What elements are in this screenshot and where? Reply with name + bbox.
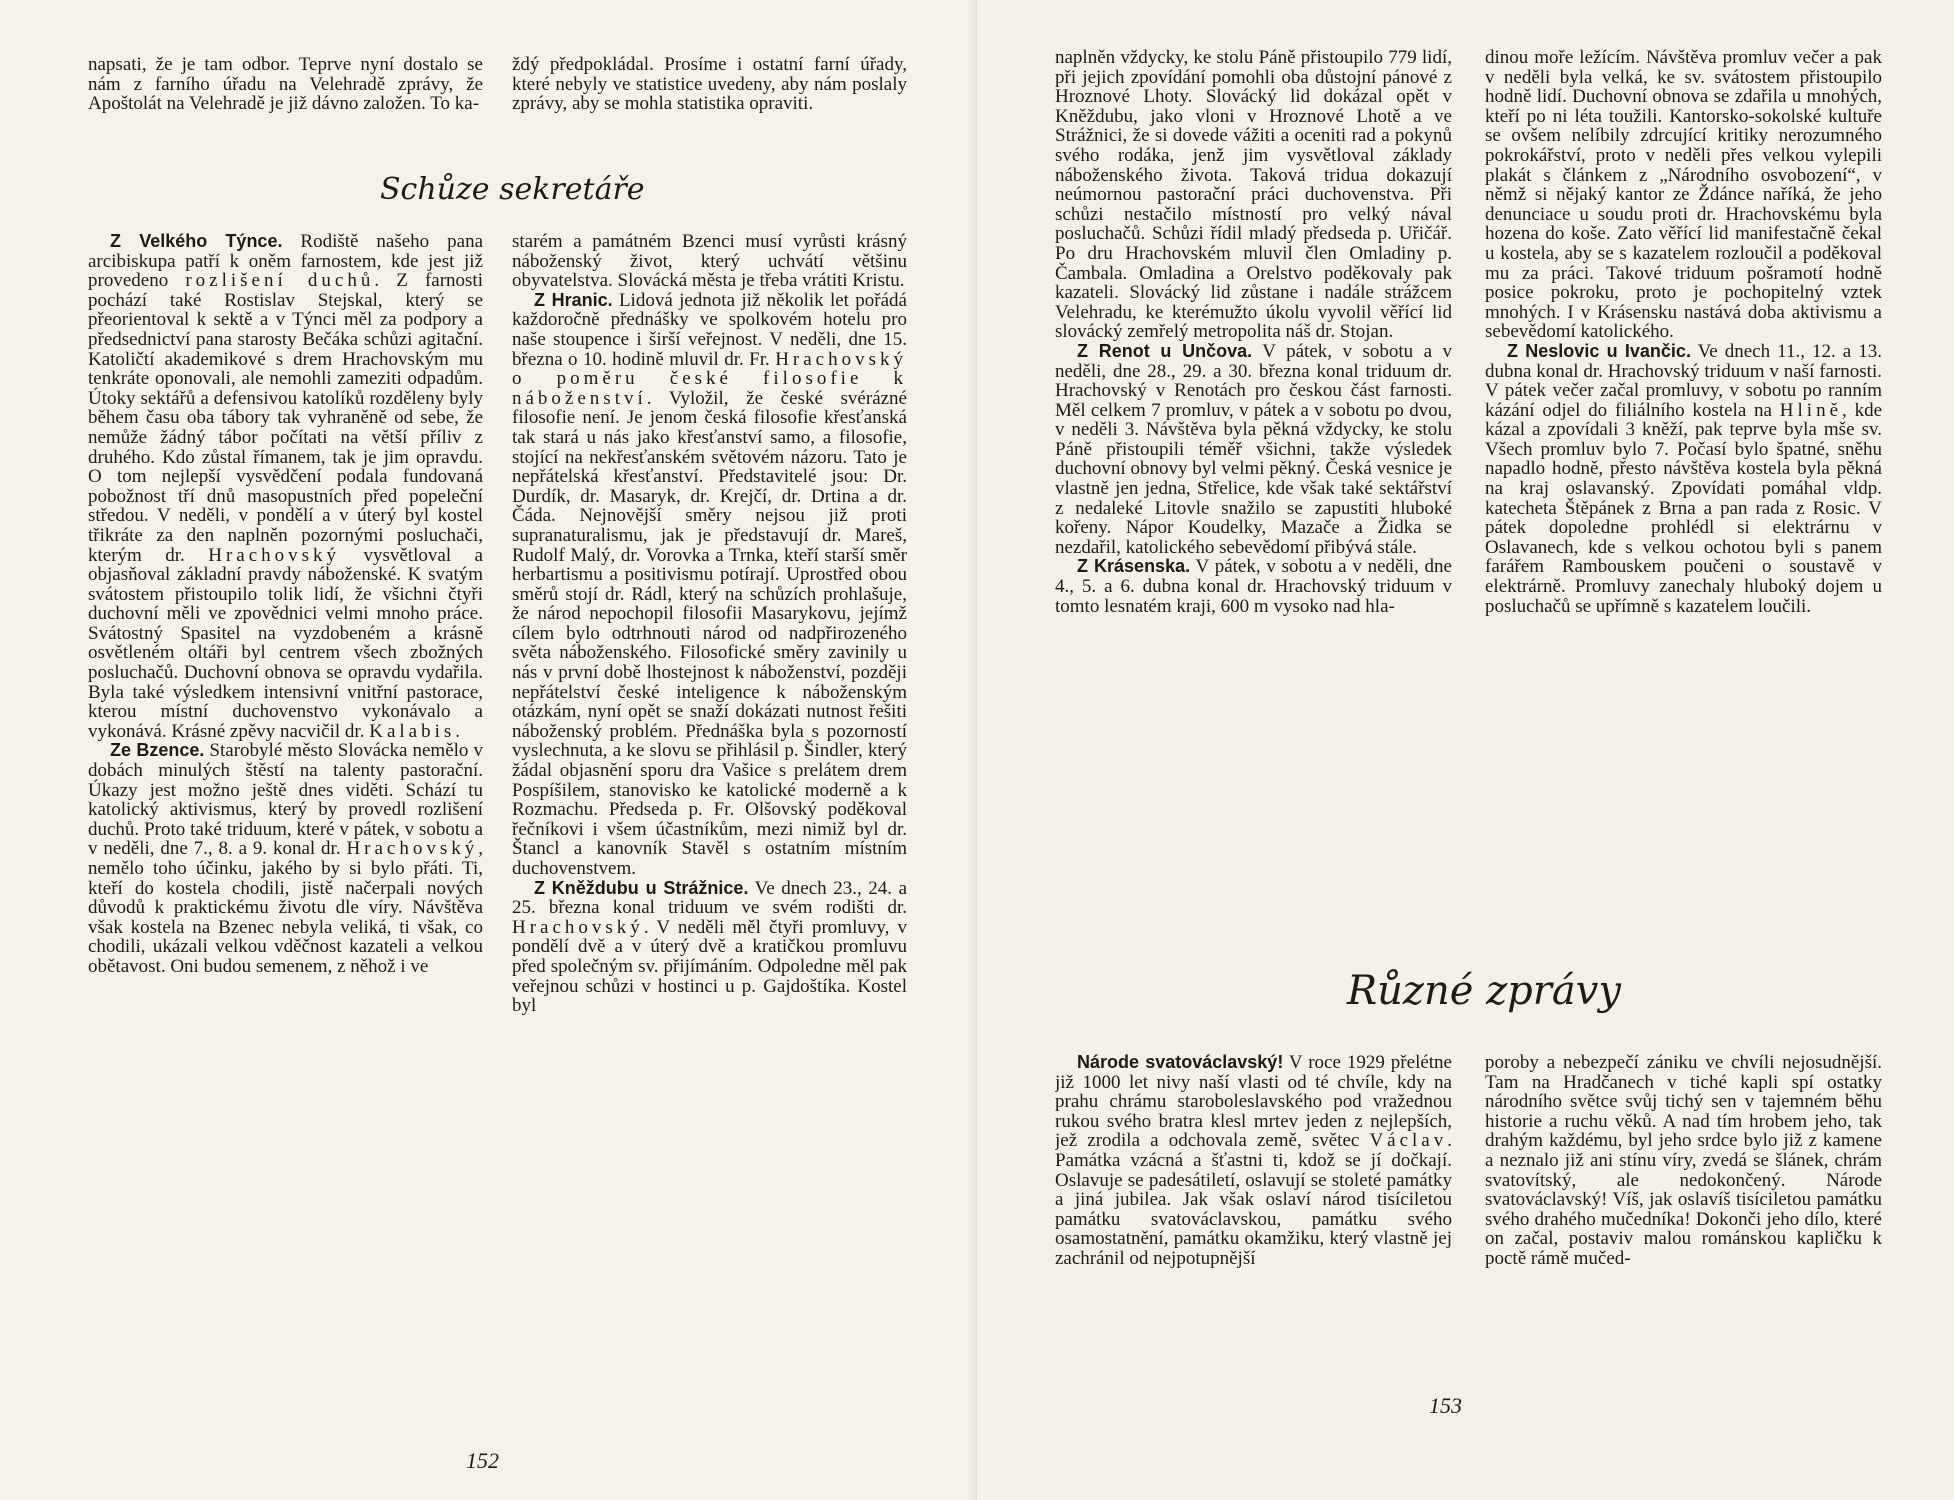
- right-column-2: [1485, 48, 1882, 910]
- paragraph-text: .: [455, 720, 461, 742]
- paragraph-text: . Vyložil, že české svérázné filosofie není. Je jenom česká filosofie křesťanská tak stará u nás jako křesťanství samo, a filosofie, stojící na nekřesťanském světovém názoru. Tato je nepřátelská křesťanství. Představitelé jsou: Dr. Durdík, dr. Masaryk, dr. Krejčí, dr. Drtina a dr. Čáda. Nejnovější směry nejsou již proti supranaturalismu, jak je představují dr. Mareš, Rudolf Malý, dr. Vorovka a Trnka, kteří starší směr herbartismu a positivismu potírají. Uprostřed obou směrů stojí dr. Rádl, který na schůzích prohlašuje, že národ nepochopil filosofii Masarykovu, jejímž cílem bylo odtrhnouti národ od nadpřirozeného světa náboženského. Filosofické směry zavinily u nás v první době lhostejnost k náboženství, později nepřátelství české inteligence k náboženským otázkám, nyní opět se snaží dokázati nutnost řešiti náboženský problém. Přednáška byla s pozorností vyslechnuta, a ke slovu se přihlásil p. Šindler, který žádal objasnění sporu dra Vašice s prelátem drem Pospíšilem, stanovisko ke katolické moderně a k Rozmachu. Předseda p. Fr. Olšovský poděkoval řečníkovi i všem účastníkům, mezi nimiž byl dr. Štancl a kanovník Stavěl s ostatním místním duchovenstvem.: [512, 387, 907, 879]
- emphasized-name: Hrachovský: [346, 838, 479, 860]
- left-column-2: [512, 232, 907, 1428]
- article-paragraph: [512, 879, 907, 1016]
- article-paragraph: [512, 291, 907, 879]
- right-column-1: [1055, 48, 1452, 910]
- page-number: 153: [1429, 1393, 1462, 1418]
- paragraph-lead: Z Velkého Týnce.: [110, 232, 283, 251]
- paragraph-lead: Z Neslovic u Ivančic.: [1507, 340, 1691, 361]
- left-column-1: [88, 232, 483, 1428]
- emphasized-name: Hrachovský o poměru české filosofie k náboženství: [512, 348, 907, 409]
- paragraph-text: , nemělo toho účinku, jakého by si bylo přáti. Ti, kteří do kostela chodili, jistě načerpali nových důvodů k praktickému životu dle víry. Návštěva však kostela na Bzenec nebyla veliká, ti však, co chodili, ukázali velkou vděčnost kazateli a velkou obětavost. Oni budou semenem, z něhož i ve: [88, 838, 483, 977]
- left-top-column-1: [88, 55, 483, 145]
- emphasized-name: Kalabis: [369, 720, 456, 742]
- page-number: 152: [466, 1448, 499, 1473]
- paragraph-text: . V neděli měl čtyři promluvy, v pondělí dvě a v úterý dvě a kratičkou promluvu před společným sv. přijímáním. Odpoledne měl pak veřejnou schůzi v hostinci u p. Gajdoštíka. Kostel byl: [512, 916, 907, 1017]
- article-paragraph: [1485, 48, 1882, 342]
- paragraph-lead: Ze Bzence.: [110, 740, 205, 761]
- paragraph-text: Lidová jednota již několik let pořádá každoročně přednášky ve spolkovém hotelu pro naše stoupence i širší veřejnost. V neděli, dne 15. března o 10. hodině mluvil dr. Fr.: [512, 289, 907, 370]
- continued-paragraph: napsati, že je tam odbor. Teprve nyní dostalo se nám z farního úřadu na Velehradě zprávy, že Apoštolát na Velehradě je již dávno založen. To ka-: [88, 55, 483, 115]
- article-paragraph: [88, 232, 483, 741]
- article-paragraph: [1485, 342, 1882, 616]
- paragraph-lead: Z Krásenska.: [1077, 556, 1191, 577]
- paragraph-lead: Z Hranic.: [534, 289, 613, 310]
- paragraph-lead: Z Renot u Unčova.: [1077, 340, 1253, 361]
- paragraph-text: starém a památném Bzenci musí vyrůsti krásný náboženský život, který uchvátí většinu obyvatelstva. Slovácká města je třeba vrátiti Kristu.: [512, 232, 907, 292]
- paragraph-text: V roce 1929 přelétne již 1000 let nivy naší vlasti od té chvíle, kdy na prahu chrámu staroboleslavského pod vražednou rukou svého bratra klesl mrtev jeden z nejlepších, jež zrodila a odchovala země, světec: [1055, 1053, 1452, 1152]
- paragraph-text: Rodiště našeho pana arcibiskupa patří k oněm farnostem, kde jest již provedeno: [88, 232, 483, 292]
- paragraph-text: Starobylé město Slovácka nemělo v dobách minulých štěstí na talenty pastorační. Úkazy jest možno ještě dnes viděti. Schází tu katolický aktivismus, který by provedl rozlišení duchů. Proto také triduum, které v pátek, v sobotu a v neděli, dne 7., 8. a 9. konal dr.: [88, 740, 483, 860]
- left-top-column-2: [512, 55, 907, 145]
- paragraph-text: . Památka vzácná a šťastni ti, kdož se jí dočkají. Oslavuje se padesátiletí, oslavují se stoleté památky a jiná jubilea. Jak však oslaví národ tisíciletou památku svatováclavskou, památku svého osamostatnění, památku okamžiku, který vlastně jej zachránil od nejpotupnější: [1055, 1130, 1452, 1269]
- paragraph-lead: Z Kněždubu u Strážnice.: [534, 877, 749, 898]
- paragraph-text: V pátek, v sobotu a v neděli, dne 28., 29. a 30. března konal triduum dr. Hrachovský v Renotách pro českou část farnosti. Měl celkem 7 promluv, v pátek a v sobotu po dvou, v neděli 3. Návštěva byla pěkná vždycky, ke stolu Páně přistoupili téměř všichni, takže výsledek duchovní obnovy byl velmi pěkný. Česká vesnice je vlastně jen jedna, Střelice, kde však také sektářství z nedaleké Litovle snažilo se zapustiti hluboké kořeny. Nápor Koudelky, Mazače a Židka se nezdařil, katolického sebevědomí přibývá stále.: [1055, 340, 1452, 558]
- right-bottom-column-1: [1055, 1053, 1452, 1383]
- paragraph-text: . Z farnosti pochází také Rostislav Stejskal, který se přeorientoval k sektě a v Týnci měl za podpory a předsednictví pana starosty Bečáka schůzi agitační. Katoličtí akademikové s drem Hrachovským mu tenkráte oponovali, ale nemohli zameziti odpadům. Útoky sektářů a defensivou katolíků rozděleny byly během času oba tábory tak vyhraněně od sebe, že nemůže žádný tábor počítati na větší příliv z druhého. Kdo zůstal římanem, tak je jim opravdu. O tom nejlepší vysvědčení podala fundovaná pobožnost tří dnů masopustních před popeleční středou. V neděli, v pondělí a v úterý byl kostel třikráte za den naplněn pozornými posluchači, kterým dr.: [88, 270, 483, 566]
- emphasized-name: Hrachovský: [512, 916, 644, 938]
- article-paragraph: [1055, 48, 1452, 342]
- emphasized-name: Hlině: [1779, 399, 1843, 421]
- article-paragraph: [1485, 1053, 1882, 1269]
- paragraph-lead: Národe svatováclavský!: [1077, 1053, 1284, 1072]
- article-paragraph: [1055, 1053, 1452, 1269]
- section-heading: Schůze sekretáře: [380, 172, 645, 207]
- article-paragraph: [1055, 342, 1452, 558]
- paragraph-text: Ve dnech 11., 12. a 13. dubna konal dr. Hrachovský triduum v naší farnosti. V pátek večer začal promluvy, v sobotu po ranním kázání odjel do filiálního kostela na: [1485, 340, 1882, 421]
- paragraph-text: Ve dnech 23., 24. a 25. března konal triduum ve svém rodišti dr.: [512, 877, 907, 919]
- article-paragraph: [88, 741, 483, 976]
- paragraph-text: , kde kázal a zpovídali 3 kněží, pak teprve byla mše sv. Všech promluv bylo 7. Počasí bylo špatné, sněhu napadlo hodně, přesto návštěva kostela byla pěkná na kraj oslavanský. Zpovídati pomáhal vldp. katecheta Štěpánek z Brna a pan rada z Rosic. V pátek dopoledne prohlédl si elektrárnu v Oslavanech, kde s velkou ochotou byli s panem farářem Rambouskem poučeni o soustavě v elektrárně. Promluvy zanechaly hluboký dojem u posluchačů se upřímně s kazatelem loučili.: [1485, 399, 1882, 617]
- paragraph-text: V pátek, v sobotu a v neděli, dne 4., 5. a 6. dubna konal dr. Hrachovský triduum v tomto lesnatém kraji, 600 m vysoko nad hla-: [1055, 556, 1452, 617]
- emphasized-name: Hrachovský: [208, 544, 341, 566]
- continued-paragraph: ždý předpokládal. Prosíme i ostatní farní úřady, které nebyly ve statistice uvedeny, aby nám poslaly zprávy, aby se mohla statistika opraviti.: [512, 55, 907, 115]
- article-paragraph: [512, 232, 907, 291]
- paragraph-text: naplněn vždycky, ke stolu Páně přistoupilo 779 lidí, při jejich zpovídání pomohli oba důstojní pánové z Hroznové Lhoty. Slovácký lid dokázal opět v Kněždubu, jako vloni v Hroznové Lhotě a ve Strážnici, že si dovede vážiti a oceniti rad a pokynů svého rodáka, jenž jim vysvětloval základy náboženského života. Taková tridua dokazují neúmornou pastorační práci duchovenstva. Při schůzi nestačilo místností pro velký nával posluchačů. Schůzi řídil mladý předseda p. Uřičář. Po dru Hrachovském mluvil člen Omladiny p. Čambala. Omladina a Orelstvo poděkovaly pak kazateli. Slovácký lid zůstane i nadále strážcem Velehradu, ke kterémužto úkolu vyvolil věřící lid slovácký zemřelý metropolita náš dr. Stojan.: [1055, 48, 1452, 343]
- article-paragraph: [1055, 557, 1452, 616]
- paragraph-text: dinou moře ležícím. Návštěva promluv večer a pak v neděli byla velká, ke sv. svátostem přistoupilo hodně lidí. Duchovní obnova se zdařila u mnohých, kteří po ni léta toužili. Kantorsko-sokolské kultuře se ovšem nelíbily zdrcující kritiky nerozumného pokrokářství, proto v neděli přes velkou vylepili plakát s článkem z „Národního osvobození“, v němž si nějaký kantor ze Ždánce naříká, že jeho denunciace u soudu proti dr. Hrachovskému byla hozena do koše. Zato věřící lid manifestačně čekal u kostela, aby se s kazatelem rozloučil a poděkoval mu za práci. Takové triduum pošramotí hodně posice pokroku, proto je pochopitelný vztek mnohých. I v Krásensku nastává doba aktivismu a sebevědomí katolického.: [1485, 48, 1882, 343]
- section-heading: Různé zprávy: [1347, 968, 1621, 1014]
- right-bottom-column-2: [1485, 1053, 1882, 1383]
- paragraph-text: poroby a nebezpečí zániku ve chvíli nejosudnější. Tam na Hradčanech v tiché kapli spí ostatky národního světce svůj tichý sen v tajemném běhu historie a ruchu věků. A nad tím hrobem jeho, tak drahým každému, byl jeho srdce bylo již z kamene a neznalo již ani stínu víry, zvedá se šlánek, chrám svatovítský, ale nedokončený. Národe svatováclavský! Víš, jak oslavíš tisíciletou památku svého drahého mučedníka! Dokonči jeho dílo, které on začal, postaviv malou románskou kapličku k poctě rámě mučed-: [1485, 1053, 1882, 1269]
- right-page: [977, 0, 1954, 1500]
- emphasized-name: rozlišení duchů: [185, 270, 375, 292]
- paragraph-text: vysvětloval a objasňoval základní pravdy náboženské. K svatým svátostem přistoupilo tolik lidí, že všichni čtyři duchovní měli ve zpovědnici velmi mnoho práce. Svátostný Spasitel na vyzdobeném a krásně osvětleném oltáři byl centrem všech zbožných posluchačů. Duchovní obnova se opravdu vydařila. Byla také výsledkem intensivní vnitřní pastorace, kterou místní duchovenstvo vykonávalo a vykonává. Krásné zpěvy nacvičil dr.: [88, 544, 483, 742]
- emphasized-name: Václav: [1369, 1130, 1448, 1152]
